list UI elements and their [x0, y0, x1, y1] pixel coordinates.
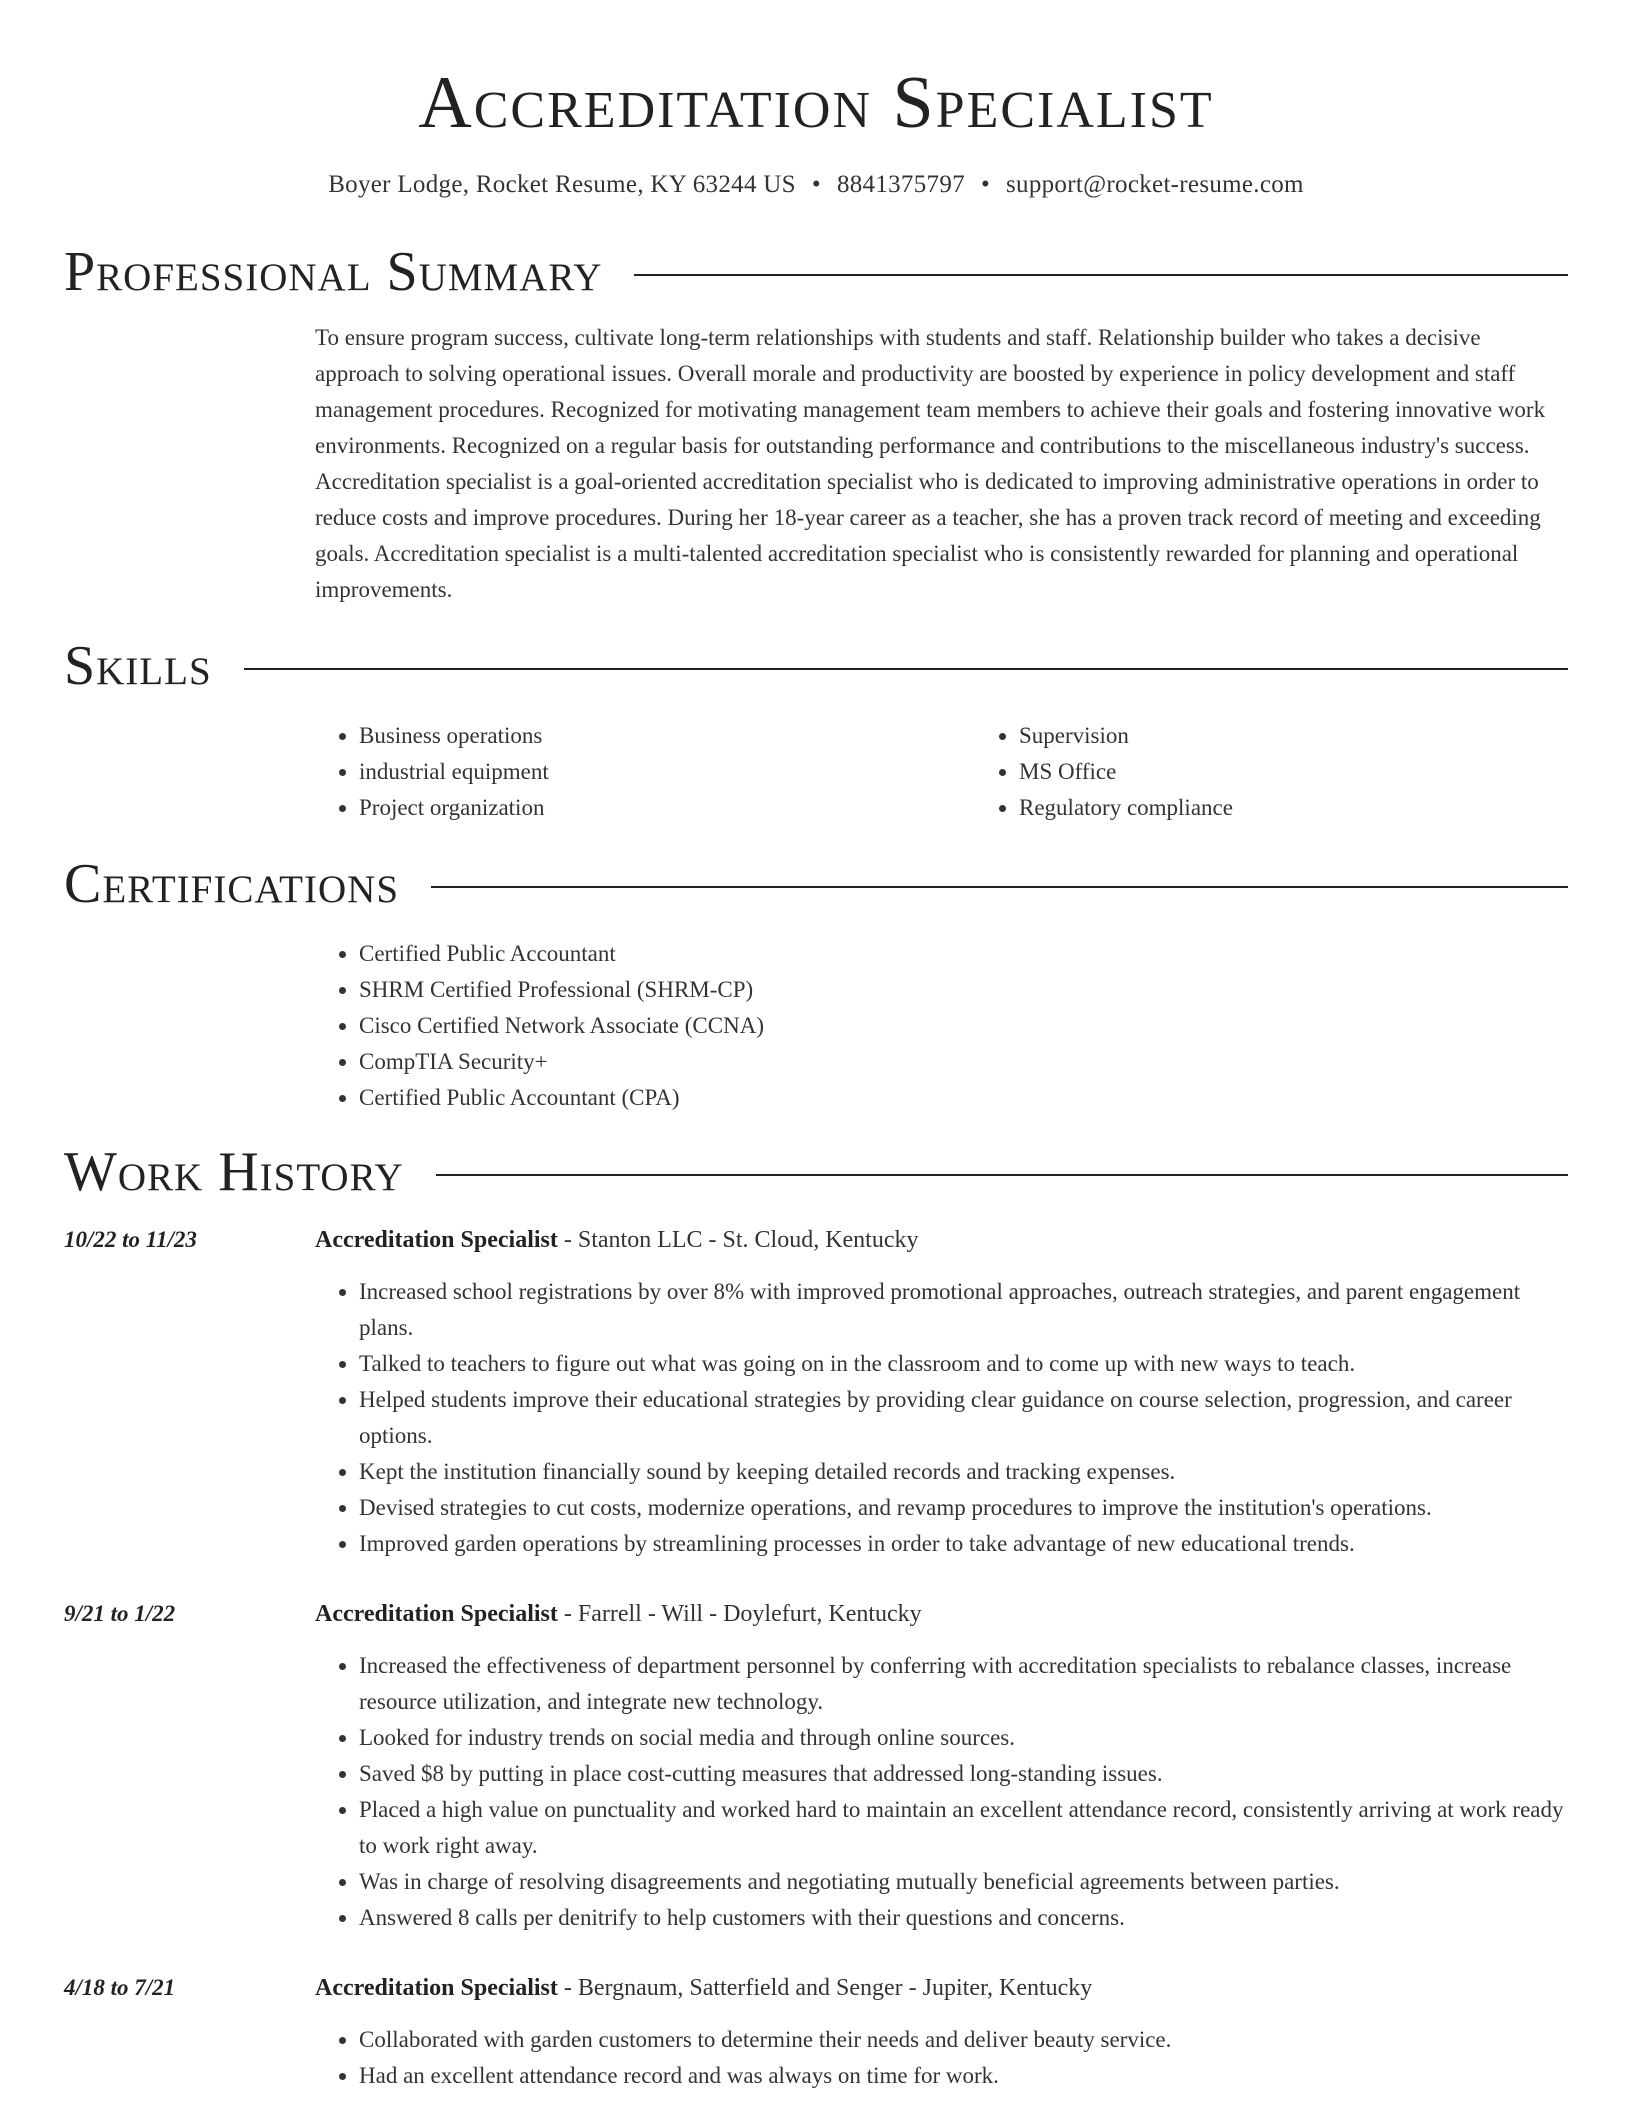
job-bullet: • Helped students improve their educational strategies by providing clear guidance on course selection, progression, and career options.	[359, 1382, 1568, 1454]
job-details: - Bergnaum, Satterfield and Senger - Jupiter, Kentucky	[557, 1975, 1093, 2001]
work-heading: Work History	[64, 1141, 404, 1203]
job-bullets	[315, 1648, 1568, 1936]
certifications-list-wrap	[315, 936, 1568, 1116]
resume-page	[64, 0, 1568, 2094]
contact-separator: •	[811, 171, 821, 198]
job-body	[315, 1596, 1568, 1936]
job-bullet: • Answered 8 calls per denitrify to help customers with their questions and concerns.	[359, 1900, 1568, 1936]
skill-item: • MS Office	[1019, 754, 1632, 790]
skill-item: • Business operations	[359, 718, 975, 754]
section-divider	[634, 274, 1568, 276]
certification-item: • CompTIA Security+	[359, 1044, 1568, 1080]
job-title: Accreditation Specialist	[315, 1227, 558, 1253]
job-bullet: • Increased the effectiveness of department personnel by conferring with accreditation specialists to rebalance classes, increase resource utilization, and integrate new technology.	[359, 1648, 1568, 1720]
job-title: Accreditation Specialist	[315, 1975, 558, 2001]
skills-list-right	[975, 718, 1632, 826]
job-bullet: • Collaborated with garden customers to determine their needs and deliver beauty service.	[359, 2022, 1568, 2058]
section-divider	[431, 886, 1568, 888]
section-divider	[244, 668, 1568, 670]
skills-section-heading	[64, 634, 1568, 698]
job-title-line	[315, 1970, 1568, 2006]
job-bullet: • Improved garden operations by streamlining processes in order to take advantage of new educational trends.	[359, 1526, 1568, 1562]
contact-address: Boyer Lodge, Rocket Resume, KY 63244 US	[328, 171, 796, 198]
job-entry	[64, 1222, 1568, 1562]
job-bullet: • Looked for industry trends on social media and through online sources.	[359, 1720, 1568, 1756]
job-details: - Farrell - Will - Doylefurt, Kentucky	[557, 1601, 922, 1627]
job-title-line	[315, 1222, 1568, 1258]
contact-separator: •	[980, 171, 990, 198]
job-details: - Stanton LLC - St. Cloud, Kentucky	[557, 1227, 919, 1253]
job-title: Accreditation Specialist	[315, 1601, 558, 1627]
skills-grid	[315, 718, 1568, 826]
summary-heading: Professional Summary	[64, 241, 603, 303]
job-bullet: • Talked to teachers to figure out what was going on in the classroom and to come up with new ways to teach.	[359, 1346, 1568, 1382]
job-body	[315, 1222, 1568, 1562]
section-divider	[436, 1174, 1568, 1176]
skill-item: • Project organization	[359, 790, 975, 826]
certifications-list	[315, 936, 1568, 1116]
job-bullet: • Kept the institution financially sound by keeping detailed records and tracking expenses.	[359, 1454, 1568, 1490]
certification-item: • SHRM Certified Professional (SHRM-CP)	[359, 972, 1568, 1008]
job-dates: 9/21 to 1/22	[64, 1601, 176, 1626]
certification-item: • Certified Public Accountant	[359, 936, 1568, 972]
job-body	[315, 1970, 1568, 2094]
job-bullet: • Increased school registrations by over 8% with improved promotional approaches, outreach strategies, and parent engagement plans.	[359, 1274, 1568, 1346]
job-dates: 10/22 to 11/23	[64, 1227, 197, 1252]
summary-text: To ensure program success, cultivate long-term relationships with students and staff. Relationship builder who takes a decisive approach to solving operational issues. Overall morale and productivity are boosted by experience in policy development and staff management procedures. Recognized for motivating management team members to achieve their goals and fostering innovative work environments. Recognized on a regular basis for outstanding performance and contributions to the miscellaneous industry's success. Accreditation specialist is a goal-oriented accreditation specialist who is dedicated to improving administrative operations in order to reduce costs and improve procedures. During her 18-year career as a teacher, she has a proven track record of meeting and exceeding goals. Accreditation specialist is a multi-talented accreditation specialist who is consistently rewarded for planning and operational improvements.	[315, 325, 1546, 602]
contact-phone: 8841375797	[836, 171, 965, 198]
job-bullets	[315, 2022, 1568, 2094]
resume-name: Accreditation Specialist	[418, 62, 1214, 144]
skill-item: • industrial equipment	[359, 754, 975, 790]
skill-item: • Supervision	[1019, 718, 1632, 754]
work-section-heading	[64, 1140, 1568, 1204]
job-dates: 4/18 to 7/21	[64, 1975, 176, 2000]
job-title-line	[315, 1596, 1568, 1632]
contact-line	[64, 168, 1568, 202]
job-bullet: • Was in charge of resolving disagreements and negotiating mutually beneficial agreements between parties.	[359, 1864, 1568, 1900]
job-bullet: • Had an excellent attendance record and was always on time for work.	[359, 2058, 1568, 2094]
job-entry	[64, 1596, 1568, 1936]
job-bullet: • Saved $8 by putting in place cost-cutting measures that addressed long-standing issues.	[359, 1756, 1568, 1792]
job-bullet: • Placed a high value on punctuality and worked hard to maintain an excellent attendance record, consistently arriving at work ready to work right away.	[359, 1792, 1568, 1864]
job-entry	[64, 1970, 1568, 2094]
certifications-section-heading	[64, 852, 1568, 916]
job-bullet: • Devised strategies to cut costs, modernize operations, and revamp procedures to improve the institution's operations.	[359, 1490, 1568, 1526]
skills-list-left	[315, 718, 975, 826]
skill-item: • Regulatory compliance	[1019, 790, 1632, 826]
skills-heading: Skills	[64, 635, 212, 697]
job-bullets	[315, 1274, 1568, 1562]
certifications-heading: Certifications	[64, 853, 400, 915]
contact-email: support@rocket-resume.com	[1006, 171, 1304, 198]
certification-item: • Certified Public Accountant (CPA)	[359, 1080, 1568, 1116]
certification-item: • Cisco Certified Network Associate (CCNA)	[359, 1008, 1568, 1044]
summary-section-heading	[64, 240, 1568, 304]
